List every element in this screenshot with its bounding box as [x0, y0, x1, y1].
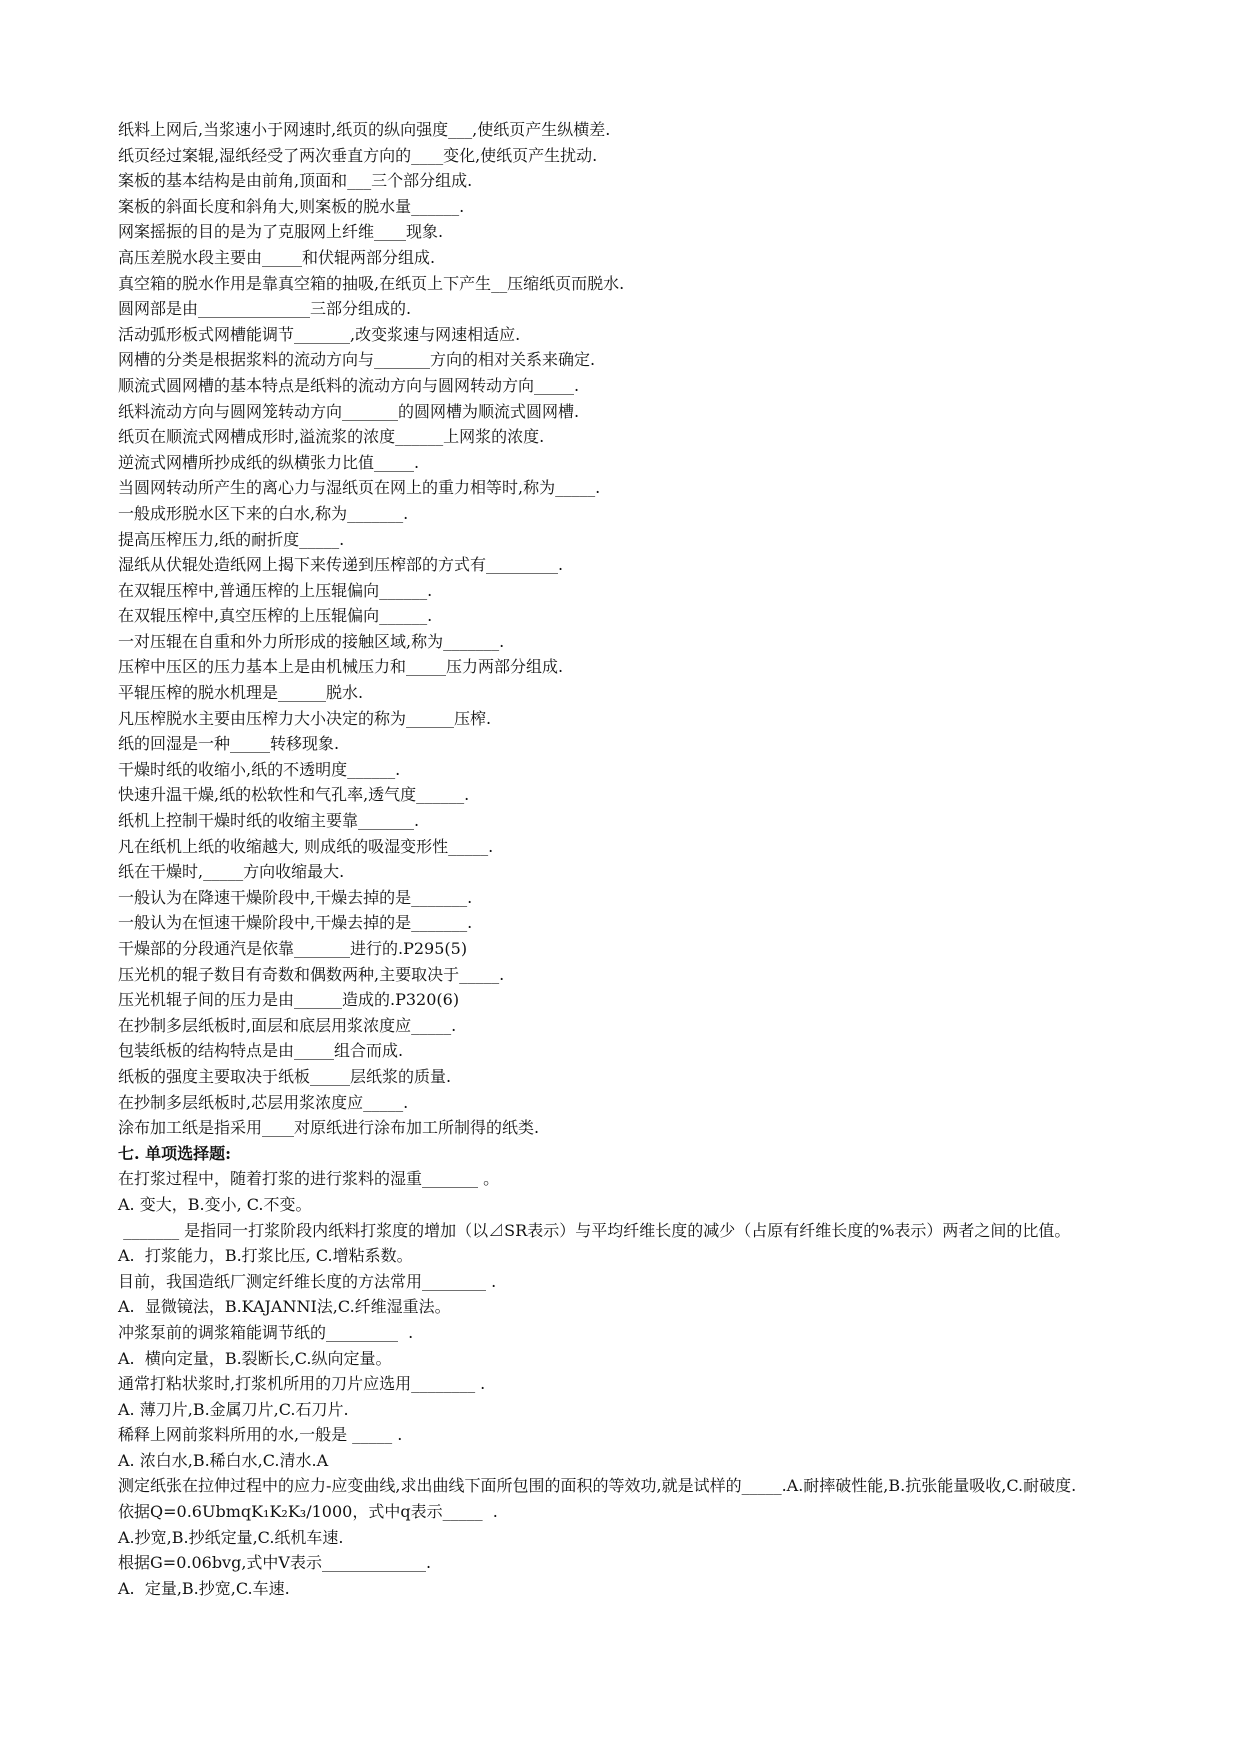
question-line: 通常打粘状浆时,打浆机所用的刀片应选用________ . — [118, 1374, 486, 1394]
options-line: A. 打浆能力，B.打浆比压, C.增粘系数。 — [118, 1246, 413, 1266]
question-line: 网槽的分类是根据浆料的流动方向与_______方向的相对关系来确定. — [118, 350, 596, 370]
question-line: 涂布加工纸是指采用____对原纸进行涂布加工所制得的纸类. — [118, 1118, 540, 1138]
question-line: 在抄制多层纸板时,芯层用浆浓度应_____. — [118, 1092, 409, 1112]
question-line: 高压差脱水段主要由_____和伏辊两部分组成. — [118, 247, 436, 267]
question-line: 包装纸板的结构特点是由_____组合而成. — [118, 1041, 404, 1061]
multiple-choice-list — [118, 1166, 1198, 1601]
question-line: _______ 是指同一打浆阶段内纸料打浆度的增加（以⊿SR表示）与平均纤维长度的减少（占原有纤维长度的%表示）两者之间的比值。 — [118, 1220, 1071, 1240]
question-line: 纸机上控制干燥时纸的收缩主要靠_______. — [118, 811, 420, 831]
question-line: 一般认为在降速干燥阶段中,干燥去掉的是_______. — [118, 887, 473, 907]
options-line: A. 变大，B.变小, C.不变。 — [118, 1194, 312, 1214]
question-line: 纸在干燥时,_____方向收缩最大. — [118, 862, 345, 882]
options-line: A. 定量,B.抄宽,C.车速. — [118, 1578, 290, 1598]
options-line: A. 薄刀片,B.金属刀片,C.石刀片. — [118, 1399, 349, 1419]
question-line: 在双辊压榨中,真空压榨的上压辊偏向______. — [118, 606, 433, 626]
question-line: 干燥时纸的收缩小,纸的不透明度______. — [118, 759, 401, 779]
question-line: 凡在纸机上纸的收缩越大, 则成纸的吸湿变形性_____. — [118, 836, 494, 856]
question-line: 逆流式网槽所抄成纸的纵横张力比值_____. — [118, 452, 420, 472]
question-line: 当圆网转动所产生的离心力与湿纸页在网上的重力相等时,称为_____. — [118, 478, 601, 498]
question-line: 纸页在顺流式网槽成形时,溢流浆的浓度______上网浆的浓度. — [118, 427, 545, 447]
question-line: 压光机的辊子数目有奇数和偶数两种,主要取决于_____. — [118, 964, 505, 984]
question-line: 真空箱的脱水作用是靠真空箱的抽吸,在纸页上下产生__压缩纸页而脱水. — [118, 273, 625, 293]
question-line: 冲浆泵前的调浆箱能调节纸的_________ . — [118, 1322, 414, 1342]
options-line: A. 横向定量，B.裂断长,C.纵向定量。 — [118, 1348, 392, 1368]
question-line: 案板的斜面长度和斜角大,则案板的脱水量______. — [118, 196, 465, 216]
question-line: 依据Q=0.6UbmqK₁K₂K₃/1000，式中q表示_____ . — [118, 1502, 498, 1522]
question-line: 网案摇振的目的是为了克服网上纤维____现象. — [118, 222, 444, 242]
options-line: A. 显微镜法，B.KAJANNI法,C.纤维湿重法。 — [118, 1297, 451, 1317]
fill-in-blank-list — [118, 117, 1198, 1141]
question-line: 平辊压榨的脱水机理是______脱水. — [118, 683, 364, 703]
question-line: 在打浆过程中，随着打浆的进行浆料的湿重_______ 。 — [118, 1169, 500, 1189]
question-line: 纸料流动方向与圆网笼转动方向_______的圆网槽为顺流式圆网槽. — [118, 401, 580, 421]
question-line: 活动弧形板式网槽能调节_______,改变浆速与网速相适应. — [118, 324, 521, 344]
question-line: 纸页经过案辊,湿纸经受了两次垂直方向的____变化,使纸页产生扰动. — [118, 145, 598, 165]
question-line: 湿纸从伏辊处造纸网上揭下来传递到压榨部的方式有_________. — [118, 555, 564, 575]
question-line: 纸料上网后,当浆速小于网速时,纸页的纵向强度___,使纸页产生纵横差. — [118, 120, 611, 139]
question-line: 快速升温干燥,纸的松软性和气孔率,透气度______. — [118, 785, 470, 805]
section-heading: 七. 单项选择题: — [118, 1143, 232, 1163]
question-line: 测定纸张在拉伸过程中的应力-应变曲线,求出曲线下面所包围的面积的等效功,就是试样的_____.A.耐摔破性能,B.抗张能量吸收,C.耐破度. — [118, 1476, 1077, 1496]
question-line: 一般认为在恒速干燥阶段中,干燥去掉的是_______. — [118, 913, 473, 933]
options-line: A.抄宽,B.抄纸定量,C.纸机车速. — [118, 1527, 344, 1547]
question-line: 纸的回湿是一种_____转移现象. — [118, 734, 340, 754]
question-line: 圆网部是由______________三部分组成的. — [118, 299, 412, 319]
question-line: 顺流式圆网槽的基本特点是纸料的流动方向与圆网转动方向_____. — [118, 375, 580, 395]
question-line: 在双辊压榨中,普通压榨的上压辊偏向______. — [118, 580, 433, 600]
question-line: 凡压榨脱水主要由压榨力大小决定的称为______压榨. — [118, 708, 492, 728]
question-line: 稀释上网前浆料所用的水,一般是 _____ . — [118, 1425, 403, 1445]
question-line: 根据G=0.06bvg,式中V表示_____________. — [118, 1553, 432, 1573]
document-page — [118, 117, 1198, 1601]
question-line: 干燥部的分段通汽是依靠_______进行的.P295(5) — [118, 939, 468, 958]
question-line: 一对压辊在自重和外力所形成的接触区域,称为_______. — [118, 631, 505, 651]
question-line: 目前，我国造纸厂测定纤维长度的方法常用________ . — [118, 1271, 497, 1291]
options-line: A. 浓白水,B.稀白水,C.清水.A — [118, 1450, 329, 1470]
question-line: 压榨中压区的压力基本上是由机械压力和_____压力两部分组成. — [118, 657, 564, 677]
question-line: 压光机辊子间的压力是由______造成的.P320(6) — [118, 990, 460, 1010]
question-line: 案板的基本结构是由前角,顶面和___三个部分组成. — [118, 171, 473, 191]
question-line: 一般成形脱水区下来的白水,称为_______. — [118, 503, 409, 523]
question-line: 纸板的强度主要取决于纸板_____层纸浆的质量. — [118, 1066, 452, 1086]
question-line: 在抄制多层纸板时,面层和底层用浆浓度应_____. — [118, 1015, 457, 1035]
question-line: 提高压榨压力,纸的耐折度_____. — [118, 529, 345, 549]
